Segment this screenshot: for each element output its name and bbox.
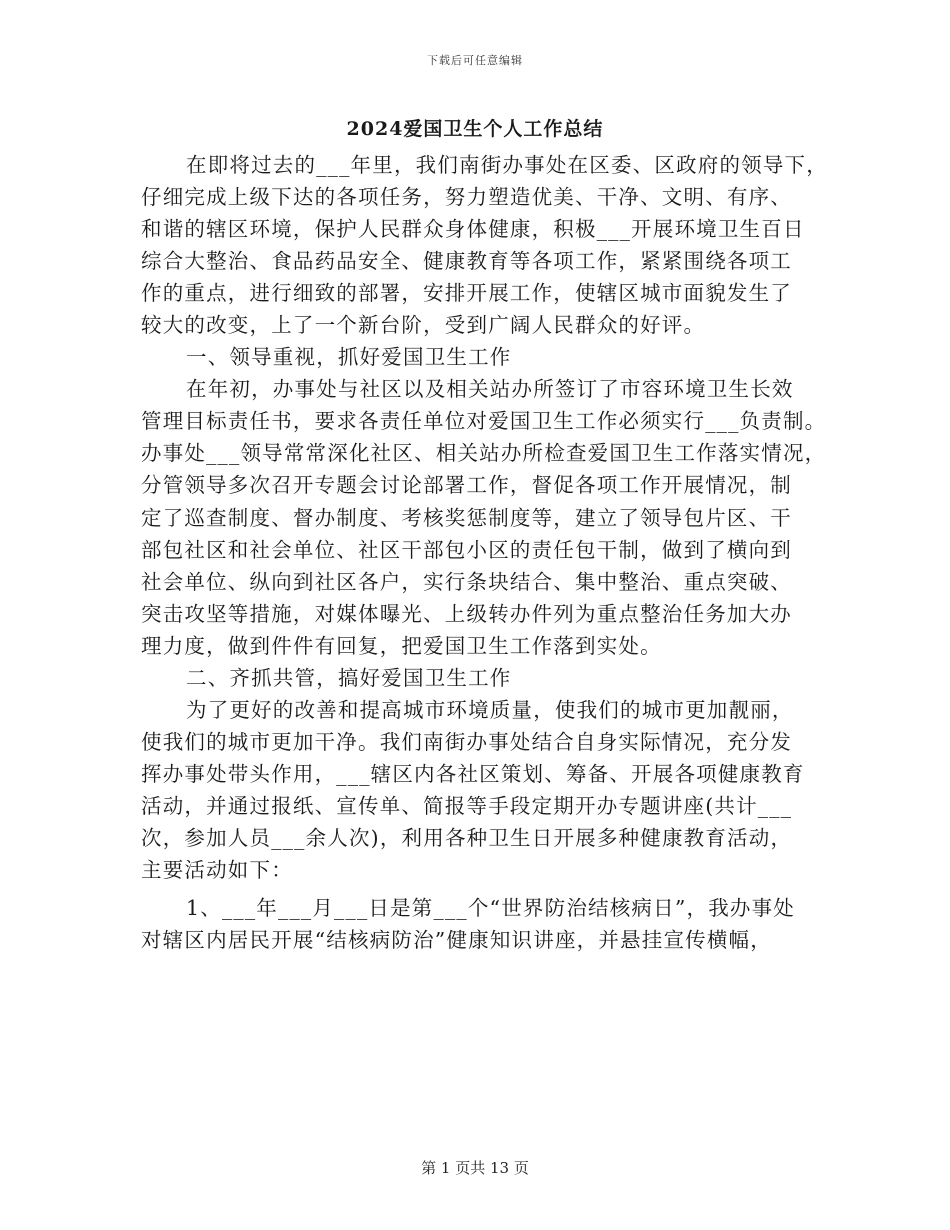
body-line: 理力度，做到件件有回复，把爱国卫生工作落到实处。 (141, 633, 662, 658)
body-line: 次，参加人员___余人次)，利用各种卫生日开展多种健康教育活动， (141, 825, 793, 850)
body-line: 为了更好的改善和提高城市环境质量，使我们的城市更加靓丽， (186, 697, 794, 722)
section-heading: 一、领导重视，抓好爱国卫生工作 (186, 345, 512, 370)
body-line: 挥办事处带头作用，___辖区内各社区策划、筹备、开展各项健康教育 (141, 761, 805, 786)
body-line: 和谐的辖区环境，保护人民群众身体健康，积极___开展环境卫生百日 (141, 217, 805, 242)
document-title: 2024爱国卫生个人工作总结 (346, 118, 604, 140)
body-line: 分管领导多次召开专题会讨论部署工作，督促各项工作开展情况，制 (141, 473, 792, 498)
body-line: 突击攻坚等措施，对媒体曝光、上级转办件列为重点整治任务加大办 (141, 601, 792, 626)
body-line: 对辖区内居民开展“结核病防治”健康知识讲座，并悬挂宣传横幅， (141, 928, 772, 953)
body-line: 活动，并通过报纸、宣传单、简报等手段定期开办专题讲座(共计___ (141, 793, 793, 818)
body-line: 定了巡查制度、督办制度、考核奖惩制度等，建立了领导包片区、干 (141, 505, 792, 530)
body-line: 管理目标责任书，要求各责任单位对爱国卫生工作必须实行___负责制。 (141, 409, 827, 434)
body-line: 综合大整治、食品药品安全、健康教育等各项工作，紧紧围绕各项工 (141, 249, 792, 274)
body-line: 在即将过去的___年里，我们南街办事处在区委、区政府的领导下， (186, 153, 828, 177)
body-line: 较大的改变，上了一个新台阶，受到广阔人民群众的好评。 (141, 313, 706, 338)
body-line: 主要活动如下： (141, 858, 293, 883)
body-line: 在年初，办事处与社区以及相关站办所签订了市容环境卫生长效 (186, 377, 794, 402)
body-line: 作的重点，进行细致的部署，安排开展工作，使辖区城市面貌发生了 (141, 281, 792, 306)
body-line: 部包社区和社会单位、社区干部包小区的责任包干制，做到了横向到 (141, 537, 792, 562)
body-line: 社会单位、纵向到社区各户，实行条块结合、集中整治、重点突破、 (141, 569, 792, 594)
body-line: 1、___年___月___日是第___个“世界防治结核病日”，我办事处 (186, 896, 796, 921)
page-footer: 第 1 页共 13 页 (421, 1159, 529, 1177)
header-note: 下载后可任意编辑 (427, 54, 523, 67)
body-line: 仔细完成上级下达的各项任务，努力塑造优美、干净、文明、有序、 (141, 185, 792, 210)
section-heading: 二、齐抓共管，搞好爱国卫生工作 (186, 665, 512, 690)
body-line: 使我们的城市更加干净。我们南街办事处结合自身实际情况，充分发 (141, 729, 792, 754)
body-line: 办事处___领导常常深化社区、相关站办所检查爱国卫生工作落实情况， (141, 441, 827, 466)
document-body (141, 149, 828, 956)
